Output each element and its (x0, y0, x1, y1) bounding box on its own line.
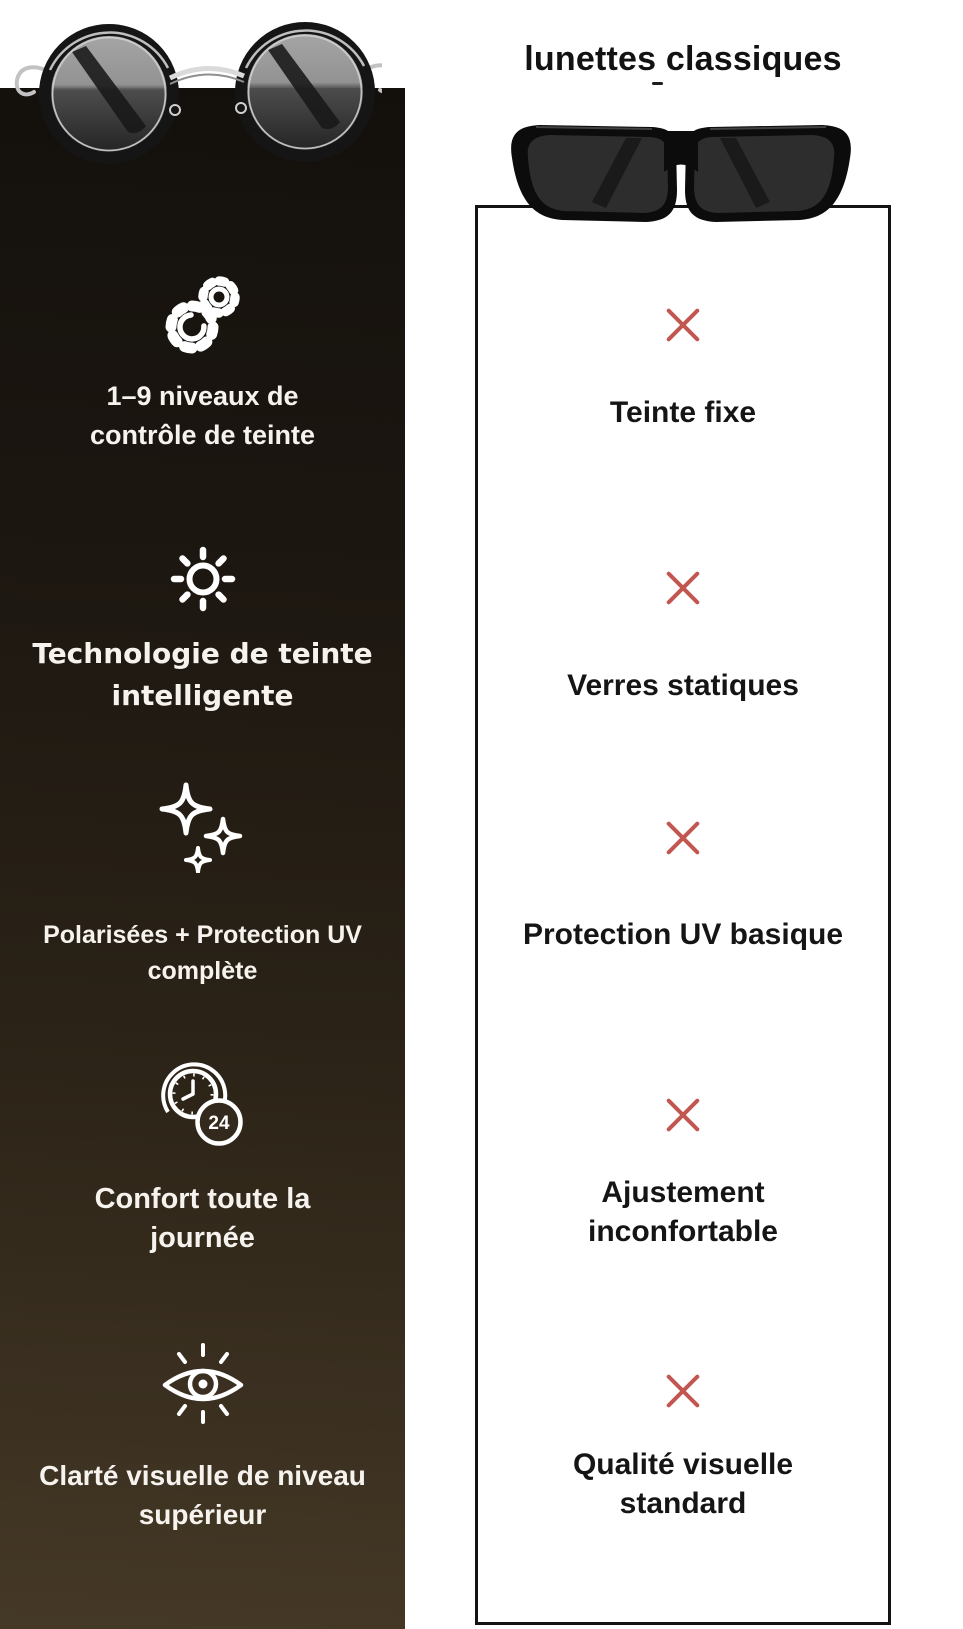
feature-line: Polarisées + Protection UV (43, 921, 362, 949)
x-mark-icon (475, 1095, 891, 1135)
drawback-line: standard (619, 1487, 747, 1520)
feature-line: 1–9 niveaux de (106, 381, 299, 411)
badge-24-label: 24 (207, 1113, 230, 1134)
drawback-label-fixed-tint (475, 393, 891, 432)
feature-label-tint-levels (0, 377, 405, 455)
feature-label-clarity (0, 1456, 405, 1534)
eye-icon (0, 1333, 405, 1427)
drawback-line: Qualité visuelle (572, 1448, 794, 1481)
x-mark-icon (475, 1371, 891, 1411)
feature-line: intelligente (111, 679, 294, 712)
drawback-label-static-lenses (475, 666, 891, 705)
feature-line: Confort toute la (94, 1183, 311, 1215)
classic-sunglasses-image (506, 118, 856, 244)
smart-sunglasses-image (10, 14, 382, 174)
x-mark-icon (475, 568, 891, 608)
feature-line: contrôle de teinte (89, 420, 316, 450)
feature-label-comfort (0, 1180, 405, 1258)
x-mark-icon (475, 818, 891, 858)
drawback-line: Teinte fixe (609, 396, 757, 429)
sparkles-icon (0, 779, 405, 873)
sun-icon (0, 542, 405, 616)
classic-sunglasses-graphic (506, 118, 856, 244)
feature-label-smart-tint (0, 633, 405, 717)
right-column-title: lunettes classiques (524, 40, 842, 78)
feature-line: Clarté visuelle de niveau (39, 1460, 366, 1491)
feature-line: journée (150, 1222, 255, 1254)
drawback-label-uncomfortable-fit (475, 1173, 891, 1251)
title-descender-mark (652, 82, 663, 85)
clock-24-icon (0, 1060, 405, 1146)
feature-line: supérieur (138, 1499, 267, 1530)
x-mark-icon (475, 305, 891, 345)
drawback-line: inconfortable (587, 1215, 778, 1248)
drawback-label-standard-quality (475, 1445, 891, 1523)
round-sunglasses-graphic (10, 14, 382, 174)
gears-icon (0, 270, 405, 362)
drawback-label-basic-uv (475, 915, 891, 954)
drawback-line: Verres statiques (567, 669, 799, 702)
feature-line: complète (147, 957, 258, 985)
feature-label-polarized-uv (0, 917, 405, 989)
drawback-line: Ajustement (601, 1176, 765, 1209)
feature-line: Technologie de teinte (32, 637, 373, 670)
drawback-line: Protection UV basique (522, 918, 844, 951)
